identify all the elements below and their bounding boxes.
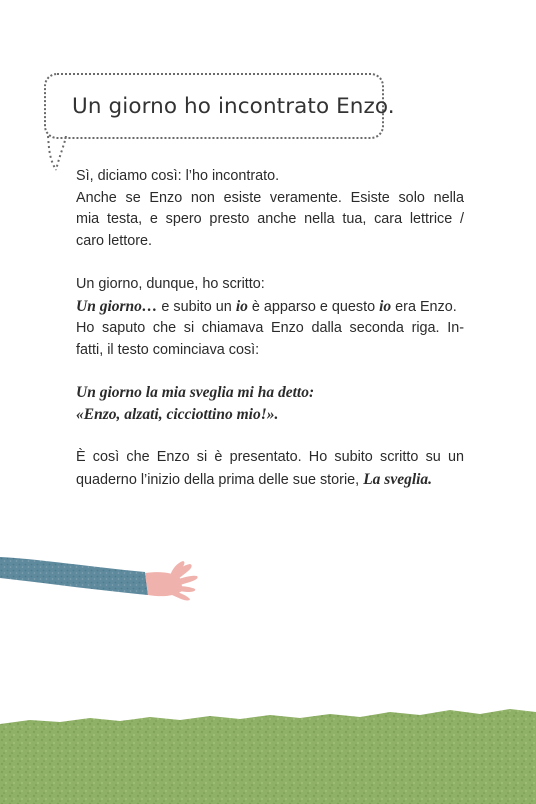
quote-line: «Enzo, alzati, cicciottino mio!». (76, 405, 279, 423)
text-line: Sì, diciamo così: l’ho incontrato. (76, 168, 280, 184)
text-run: è apparso e questo (247, 298, 380, 315)
story-title: La sveglia. (363, 470, 433, 488)
quote-line: Un giorno la mia sveglia mi ha detto: (76, 384, 315, 401)
speech-bubble-text: Un giorno ho incontrato Enzo. (72, 94, 395, 119)
italic-word: io (379, 297, 392, 315)
text-line: mia testa, e spero presto anche nella tua, cara lettrice / (76, 211, 464, 227)
text-run: era Enzo. (391, 298, 457, 315)
text-line: caro lettore. (76, 232, 152, 249)
text-run: quaderno l’inizio della prima delle sue storie, (76, 471, 364, 488)
paragraph-closing (76, 447, 464, 491)
text-line (76, 296, 464, 319)
arm-illustration (0, 545, 205, 615)
italic-word: io (235, 297, 248, 315)
paragraph-writing (76, 274, 464, 361)
text-line (76, 469, 464, 492)
text-run: e subito un (157, 298, 236, 315)
quote-block (76, 382, 464, 425)
text-line: Ho saputo che si chiamava Enzo dalla seconda riga. In- (76, 320, 464, 336)
sleeve (0, 557, 148, 595)
text-line: È così che Enzo si è presentato. Ho subito scritto su un (76, 449, 464, 465)
text-line: fatti, il testo cominciava così: (76, 341, 260, 358)
grass-illustration (0, 706, 536, 804)
speech-bubble-tail (46, 136, 68, 172)
text-line: Anche se Enzo non esiste veramente. Esiste solo nella (76, 189, 464, 206)
text-line: Un giorno, dunque, ho scritto: (76, 276, 265, 292)
paragraph-intro (76, 166, 464, 252)
hand (145, 561, 198, 601)
italic-phrase: Un giorno… (76, 297, 158, 315)
